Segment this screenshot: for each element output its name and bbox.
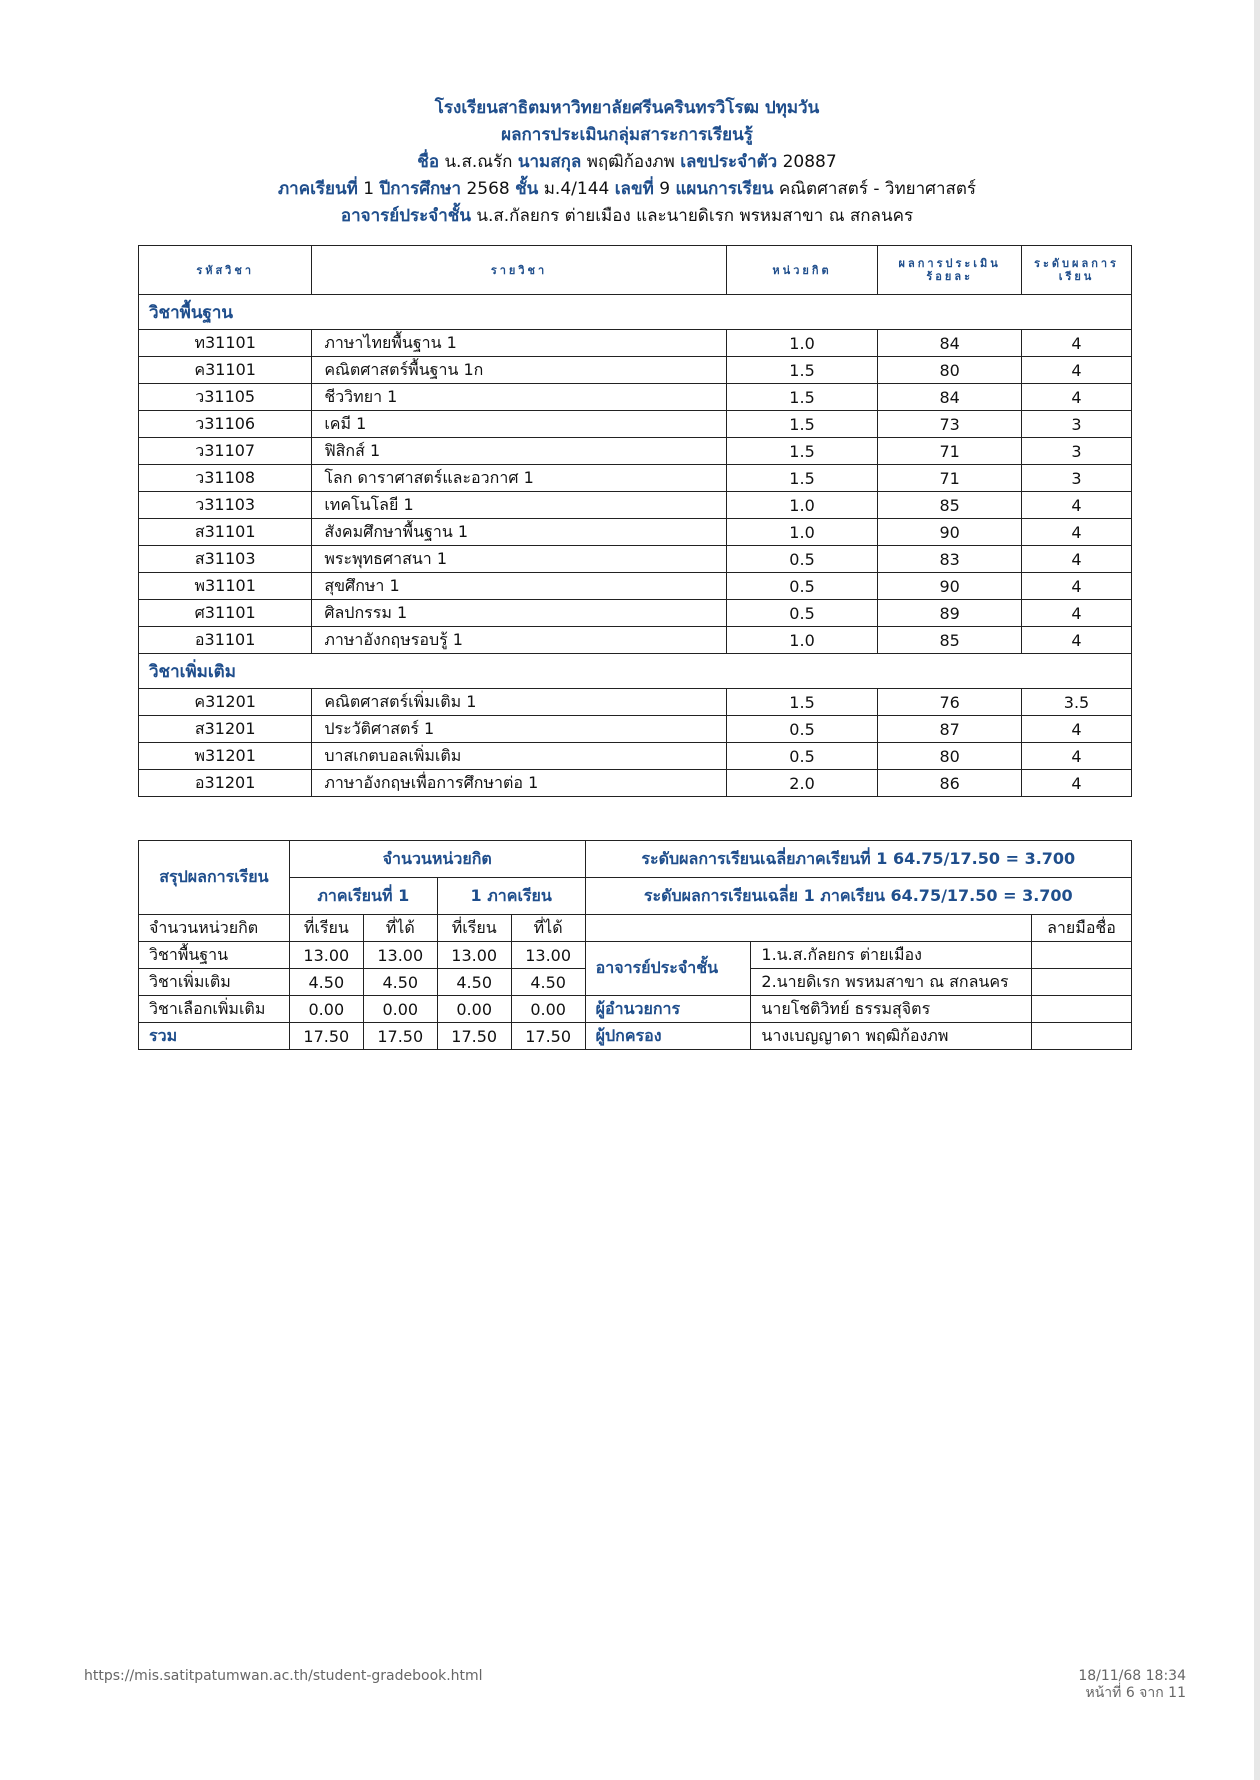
header-grade-line1: ระดับผลการ [1034,257,1119,270]
subject-grade: 4 [1022,384,1132,411]
subject-credit: 0.5 [726,600,878,627]
credit-value: 13.00 [511,942,585,969]
footer-meta [1000,1668,1186,1702]
number-value: 9 [659,179,671,199]
subject-grade: 4 [1022,573,1132,600]
subject-score: 80 [878,743,1022,770]
term-label: ภาคเรียนที่ [277,179,358,199]
grades-header-row [139,246,1132,295]
director-role: ผู้อำนวยการ [585,996,751,1023]
credit-value: 17.50 [363,1023,437,1050]
credit-value: 4.50 [289,969,363,996]
subject-score: 84 [878,384,1022,411]
credit-value: 4.50 [437,969,511,996]
director-name: นายโชติวิทย์ ธรรมสุจิตร [751,996,1032,1023]
row-label: วิชาเลือกเพิ่มเติม [139,996,290,1023]
report-header [0,95,1254,230]
subject-row [139,330,1132,357]
surname-label: นามสกุล [517,152,582,172]
subject-code: ท31101 [139,330,312,357]
subject-code: ว31108 [139,465,312,492]
advisor-value: น.ส.กัลยกร ต่ายเมือง และนายดิเรก พรหมสาขา ณ สกลนคร [476,206,914,226]
subject-name: คณิตศาสตร์พื้นฐาน 1ก [312,357,726,384]
subject-name: เทคโนโลยี 1 [312,492,726,519]
subject-grade: 4 [1022,492,1132,519]
subject-grade: 3.5 [1022,689,1132,716]
section-header-row [139,295,1132,330]
subject-grade: 4 [1022,716,1132,743]
subject-grade: 4 [1022,546,1132,573]
subject-name: ชีววิทยา 1 [312,384,726,411]
subject-score: 73 [878,411,1022,438]
summary-row [139,942,1132,969]
credit-value: 13.00 [437,942,511,969]
class-value: ม.4/144 [543,179,610,199]
subject-row [139,600,1132,627]
subject-credit: 1.0 [726,627,878,654]
advisor-name-2: 2.นายดิเรก พรหมสาขา ณ สกลนคร [751,969,1032,996]
section-header-row [139,654,1132,689]
signature-cell [1032,942,1132,969]
advisor-role: อาจารย์ประจำชั้น [585,942,751,996]
subject-name: ฟิสิกส์ 1 [312,438,726,465]
subject-row [139,492,1132,519]
term-header: ภาคเรียนที่ 1 [289,878,437,915]
signature-cell [1032,996,1132,1023]
year-label: ปีการศึกษา [379,179,462,199]
subject-code: ค31101 [139,357,312,384]
subject-score: 84 [878,330,1022,357]
subject-code: ส31201 [139,716,312,743]
parent-role: ผู้ปกครอง [585,1023,751,1050]
header-score-line1: ผลการประเมิน [898,257,1001,270]
term-info-line [0,176,1254,203]
surname-value: พฤฒิก้องภพ [586,152,675,172]
number-label: เลขที่ [614,179,654,199]
summary-table [138,840,1132,1050]
subject-row [139,573,1132,600]
subject-name: สุขศึกษา 1 [312,573,726,600]
footer-page-number: หน้าที่ 6 จาก 11 [1085,1685,1186,1701]
subject-code: ค31201 [139,689,312,716]
subject-credit: 2.0 [726,770,878,797]
subject-grade: 3 [1022,465,1132,492]
advisor-line [0,203,1254,230]
subject-score: 71 [878,438,1022,465]
col-earned-2: ที่ได้ [511,915,585,942]
subject-name: พระพุทธศาสนา 1 [312,546,726,573]
subject-row [139,357,1132,384]
subject-grade: 4 [1022,357,1132,384]
subject-row [139,743,1132,770]
parent-name: นางเบญญาดา พฤฒิก้องภพ [751,1023,1032,1050]
one-term-header: 1 ภาคเรียน [437,878,585,915]
credit-value: 4.50 [363,969,437,996]
col-studied-1: ที่เรียน [289,915,363,942]
credit-value: 13.00 [289,942,363,969]
subject-code: พ31201 [139,743,312,770]
header-grade [1022,246,1132,295]
subject-name: บาสเกตบอลเพิ่มเติม [312,743,726,770]
header-subject: รายวิชา [312,246,726,295]
subject-score: 76 [878,689,1022,716]
subject-credit: 1.5 [726,357,878,384]
subject-code: ว31107 [139,438,312,465]
summary-col-header-row [139,915,1132,942]
subject-score: 87 [878,716,1022,743]
subject-credit: 1.5 [726,438,878,465]
advisor-name-1: 1.น.ส.กัลยกร ต่ายเมือง [751,942,1032,969]
student-id-value: 20887 [782,152,837,172]
subject-row [139,411,1132,438]
subject-name: ภาษาอังกฤษเพื่อการศึกษาต่อ 1 [312,770,726,797]
subject-grade: 4 [1022,627,1132,654]
subject-credit: 1.5 [726,465,878,492]
row-label: วิชาพื้นฐาน [139,942,290,969]
subject-code: ส31103 [139,546,312,573]
subject-name: สังคมศึกษาพื้นฐาน 1 [312,519,726,546]
col-label: จำนวนหน่วยกิต [139,915,290,942]
student-id-label: เลขประจำตัว [680,152,778,172]
subject-credit: 0.5 [726,573,878,600]
row-label: วิชาเพิ่มเติม [139,969,290,996]
subject-score: 85 [878,492,1022,519]
subject-name: โลก ดาราศาสตร์และอวกาศ 1 [312,465,726,492]
summary-title: สรุปผลการเรียน [139,841,290,915]
subject-row [139,770,1132,797]
credit-value: 0.00 [363,996,437,1023]
subject-code: อ31101 [139,627,312,654]
subject-score: 85 [878,627,1022,654]
report-title: ผลการประเมินกลุ่มสาระการเรียนรู้ [501,125,753,145]
credit-value: 0.00 [511,996,585,1023]
school-name: โรงเรียนสาธิตมหาวิทยาลัยศรีนครินทรวิโรฒ ปทุมวัน [434,98,820,118]
credit-value: 0.00 [289,996,363,1023]
subject-row [139,519,1132,546]
name-value: น.ส.ณรัก [444,152,513,172]
summary-total-row [139,1023,1132,1050]
subject-row [139,384,1132,411]
subject-credit: 0.5 [726,716,878,743]
subject-code: ว31103 [139,492,312,519]
subject-row [139,689,1132,716]
name-label: ชื่อ [417,152,440,172]
signature-label: ลายมือชื่อ [1032,915,1132,942]
header-score [878,246,1022,295]
signature-cell [1032,1023,1132,1050]
credit-value: 0.00 [437,996,511,1023]
section-title: วิชาพื้นฐาน [139,295,1132,330]
signature-cell [1032,969,1132,996]
grades-body [139,295,1132,797]
subject-credit: 0.5 [726,546,878,573]
gpa-one-term: ระดับผลการเรียนเฉลี่ย 1 ภาคเรียน 64.75/17.50 = 3.700 [585,878,1131,915]
header-code: รหัสวิชา [139,246,312,295]
header-credit: หน่วยกิต [726,246,878,295]
year-value: 2568 [466,179,510,199]
subject-code: อ31201 [139,770,312,797]
header-grade-line2: เรียน [1058,270,1095,283]
subject-code: ว31106 [139,411,312,438]
subject-code: พ31101 [139,573,312,600]
subject-score: 86 [878,770,1022,797]
subject-credit: 1.5 [726,384,878,411]
subject-grade: 3 [1022,411,1132,438]
subject-grade: 4 [1022,770,1132,797]
credit-value: 13.00 [363,942,437,969]
blank-cell [585,915,1031,942]
subject-grade: 4 [1022,600,1132,627]
gpa-term: ระดับผลการเรียนเฉลี่ยภาคเรียนที่ 1 64.75/17.50 = 3.700 [585,841,1131,878]
subject-score: 90 [878,573,1022,600]
class-label: ชั้น [515,179,539,199]
subject-credit: 1.5 [726,689,878,716]
grades-table [138,245,1132,797]
subject-credit: 1.0 [726,519,878,546]
subject-grade: 4 [1022,330,1132,357]
program-label: แผนการเรียน [675,179,774,199]
subject-row [139,627,1132,654]
subject-name: เคมี 1 [312,411,726,438]
footer-datetime: 18/11/68 18:34 [1078,1668,1186,1684]
subject-score: 89 [878,600,1022,627]
header-score-line2: ร้อยละ [926,270,973,283]
section-title: วิชาเพิ่มเติม [139,654,1132,689]
subject-credit: 1.0 [726,492,878,519]
credit-value: 17.50 [511,1023,585,1050]
term-value: 1 [363,179,375,199]
subject-name: ประวัติศาสตร์ 1 [312,716,726,743]
subject-name: ศิลปกรรม 1 [312,600,726,627]
credit-value: 17.50 [289,1023,363,1050]
col-earned-1: ที่ได้ [363,915,437,942]
subject-score: 71 [878,465,1022,492]
subject-code: ศ31101 [139,600,312,627]
subject-row [139,546,1132,573]
subject-row [139,716,1132,743]
subject-name: ภาษาไทยพื้นฐาน 1 [312,330,726,357]
footer-url: https://mis.satitpatumwan.ac.th/student-gradebook.html [84,1668,483,1684]
credits-header: จำนวนหน่วยกิต [289,841,585,878]
subject-row [139,465,1132,492]
subject-grade: 4 [1022,743,1132,770]
subject-name: คณิตศาสตร์เพิ่มเติม 1 [312,689,726,716]
student-info-line [0,149,1254,176]
subject-row [139,438,1132,465]
credit-value: 4.50 [511,969,585,996]
program-value: คณิตศาสตร์ - วิทยาศาสตร์ [778,179,977,199]
subject-score: 90 [878,519,1022,546]
subject-code: ว31105 [139,384,312,411]
subject-name: ภาษาอังกฤษรอบรู้ 1 [312,627,726,654]
subject-credit: 1.0 [726,330,878,357]
subject-grade: 3 [1022,438,1132,465]
credit-value: 17.50 [437,1023,511,1050]
summary-row [139,996,1132,1023]
col-studied-2: ที่เรียน [437,915,511,942]
subject-score: 80 [878,357,1022,384]
subject-code: ส31101 [139,519,312,546]
row-label: รวม [139,1023,290,1050]
subject-credit: 1.5 [726,411,878,438]
subject-credit: 0.5 [726,743,878,770]
subject-grade: 4 [1022,519,1132,546]
advisor-label: อาจารย์ประจำชั้น [340,206,471,226]
subject-score: 83 [878,546,1022,573]
